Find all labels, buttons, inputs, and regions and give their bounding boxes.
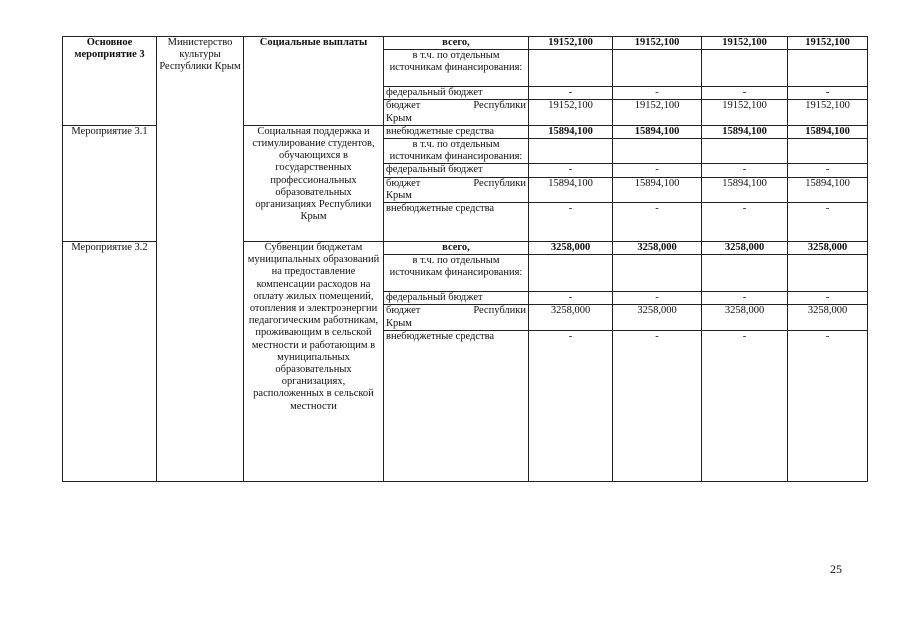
- row-label: в т.ч. по отдельным источникам финансирования:: [384, 139, 529, 164]
- row-label: [384, 177, 529, 202]
- value-cell: [788, 50, 868, 87]
- value-cell: [702, 139, 788, 164]
- value-cell: 15894,100: [788, 177, 868, 202]
- value-cell: -: [613, 164, 702, 177]
- value-cell: -: [529, 203, 613, 242]
- label-part: бюджет: [386, 305, 421, 317]
- measure-name-cell: Основное мероприятие 3: [63, 37, 157, 126]
- label-part: Крым: [386, 317, 412, 329]
- value-cell: [788, 139, 868, 164]
- value-cell: [702, 255, 788, 292]
- value-cell: 19152,100: [613, 37, 702, 50]
- value-cell: 15894,100: [529, 177, 613, 202]
- label-part: бюджет: [386, 177, 421, 189]
- value-cell: -: [613, 203, 702, 242]
- value-cell: -: [529, 164, 613, 177]
- row-label: в т.ч. по отдельным источникам финансирования:: [384, 255, 529, 292]
- value-cell: 19152,100: [613, 100, 702, 125]
- value-cell: 3258,000: [702, 242, 788, 255]
- value-cell: -: [788, 87, 868, 100]
- value-cell: 3258,000: [613, 305, 702, 330]
- page-number: 25: [830, 562, 842, 576]
- value-cell: [702, 50, 788, 87]
- value-cell: [529, 255, 613, 292]
- label-part: Республики: [473, 305, 526, 317]
- financing-table: [62, 36, 868, 482]
- value-cell: -: [529, 330, 613, 481]
- label-part: Республики: [473, 177, 526, 189]
- row-label: внебюджетные средства: [384, 125, 529, 138]
- value-cell: 19152,100: [529, 37, 613, 50]
- value-cell: [529, 50, 613, 87]
- value-cell: -: [788, 292, 868, 305]
- measure-name-cell: Мероприятие 3.1: [63, 125, 157, 241]
- value-cell: -: [613, 292, 702, 305]
- value-cell: 19152,100: [788, 37, 868, 50]
- label-part: Республики: [473, 100, 526, 112]
- value-cell: 15894,100: [613, 177, 702, 202]
- value-cell: 15894,100: [529, 125, 613, 138]
- value-cell: 15894,100: [702, 177, 788, 202]
- value-cell: 3258,000: [529, 242, 613, 255]
- value-cell: -: [702, 87, 788, 100]
- value-cell: 15894,100: [613, 125, 702, 138]
- value-cell: -: [702, 164, 788, 177]
- row-label: федеральный бюджет: [384, 87, 529, 100]
- value-cell: [613, 50, 702, 87]
- table-row: [63, 37, 868, 50]
- row-label: всего,: [384, 242, 529, 255]
- value-cell: 19152,100: [788, 100, 868, 125]
- label-part: Крым: [386, 112, 412, 124]
- row-label: федеральный бюджет: [384, 292, 529, 305]
- value-cell: 3258,000: [702, 305, 788, 330]
- measure-title-cell: Социальные выплаты: [244, 37, 384, 126]
- row-label: всего,: [384, 37, 529, 50]
- value-cell: 19152,100: [702, 100, 788, 125]
- row-label: федеральный бюджет: [384, 164, 529, 177]
- value-cell: 15894,100: [702, 125, 788, 138]
- value-cell: -: [529, 87, 613, 100]
- value-cell: -: [529, 292, 613, 305]
- label-part: бюджет: [386, 100, 421, 112]
- value-cell: 3258,000: [613, 242, 702, 255]
- row-label: внебюджетные средства: [384, 330, 529, 481]
- row-label: в т.ч. по отдельным источникам финансирования:: [384, 50, 529, 87]
- measure-title-cell: Социальная поддержка и стимулирование студентов, обучающихся в государственных профессиональных образовательных организациях Республики Крым: [244, 125, 384, 241]
- value-cell: 3258,000: [529, 305, 613, 330]
- executor-cell: Министерство культуры Республики Крым: [157, 37, 244, 482]
- value-cell: 3258,000: [788, 305, 868, 330]
- value-cell: -: [613, 87, 702, 100]
- value-cell: -: [788, 164, 868, 177]
- value-cell: -: [788, 203, 868, 242]
- value-cell: 3258,000: [788, 242, 868, 255]
- row-label: [384, 305, 529, 330]
- value-cell: [529, 139, 613, 164]
- value-cell: -: [702, 292, 788, 305]
- row-label: [384, 100, 529, 125]
- row-label: внебюджетные средства: [384, 203, 529, 242]
- value-cell: -: [613, 330, 702, 481]
- value-cell: 19152,100: [529, 100, 613, 125]
- measure-title-cell: Субвенции бюджетам муниципальных образований на предоставление компенсации расходов на оплату жилых помещений, отопления и электроэнергии педагогическим работникам, проживающим в сельской местности и работающим в муниципальных образовательных организациях, расположенных в сельской местности: [244, 242, 384, 482]
- value-cell: -: [702, 203, 788, 242]
- value-cell: 19152,100: [702, 37, 788, 50]
- value-cell: 15894,100: [788, 125, 868, 138]
- value-cell: -: [788, 330, 868, 481]
- value-cell: [788, 255, 868, 292]
- value-cell: -: [702, 330, 788, 481]
- label-part: Крым: [386, 189, 412, 201]
- value-cell: [613, 139, 702, 164]
- value-cell: [613, 255, 702, 292]
- measure-name-cell: Мероприятие 3.2: [63, 242, 157, 482]
